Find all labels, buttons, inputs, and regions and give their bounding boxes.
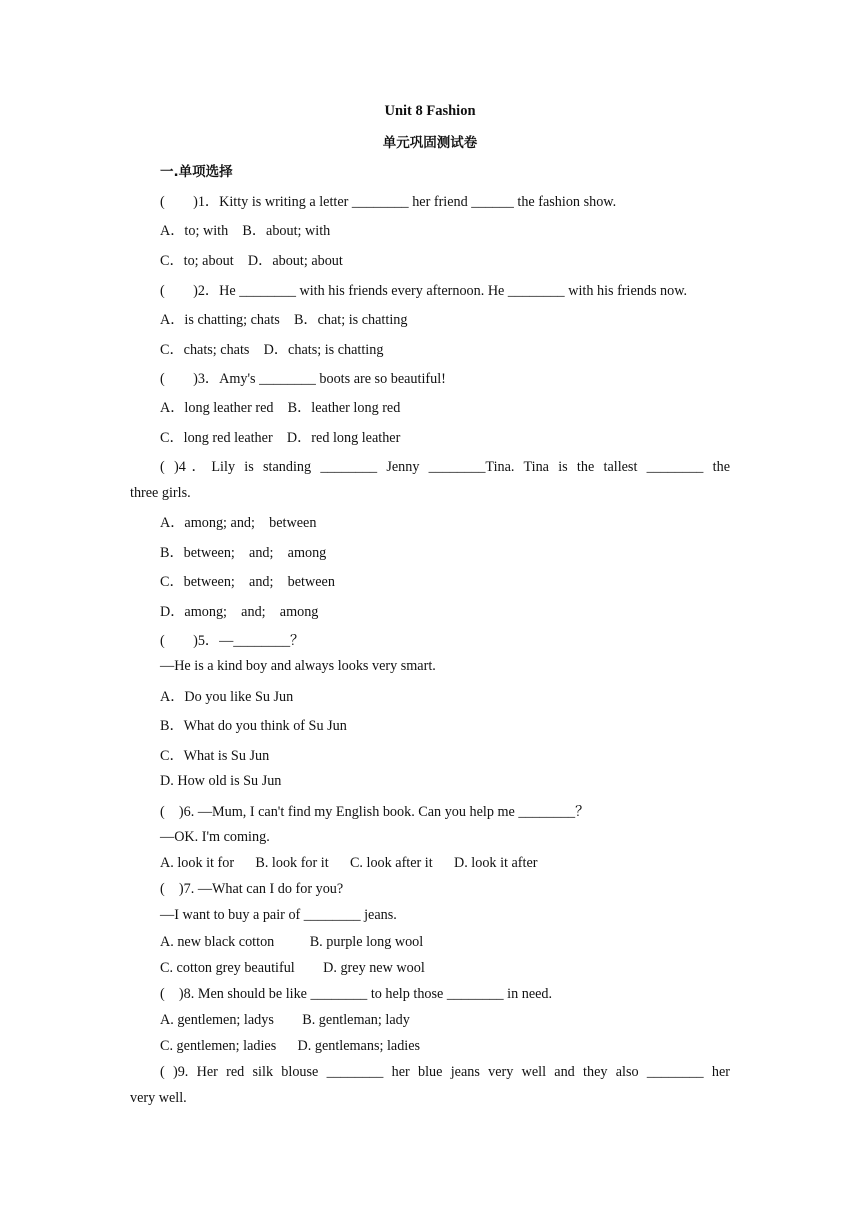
question-9-continuation: very well. (130, 1090, 187, 1106)
question-5-option-b: B．What do you think of Su Jun (160, 718, 347, 734)
question-3-options-cd: C．long red leather D．red long leather (160, 430, 401, 446)
question-5-response: —He is a kind boy and always looks very smart. (160, 658, 436, 674)
question-4: ( )4．Lily is standing ________ Jenny ________Tina. Tina is the tallest ________ the (160, 459, 730, 475)
question-4-option-b: B．between; and; among (160, 545, 327, 561)
question-8-options-cd: C. gentlemen; ladies D. gentlemans; ladies (160, 1038, 421, 1054)
doc-subtitle: 单元巩固测试卷 (382, 135, 478, 151)
question-7-options-cd: C. cotton grey beautiful D. grey new wool (160, 960, 425, 976)
question-4-option-d: D．among; and; among (160, 604, 319, 620)
question-2-options-ab: A．is chatting; chats B．chat; is chatting (160, 312, 408, 328)
question-1: ( )1．Kitty is writing a letter ________ her friend ______ the fashion show. (160, 194, 617, 210)
section-heading: 一.单项选择 (160, 164, 233, 180)
question-7-options-ab: A. new black cotton B. purple long wool (160, 934, 424, 950)
question-5-option-c: C．What is Su Jun (160, 748, 270, 764)
question-5: ( )5．—________？ (160, 633, 305, 649)
question-6: ( )6. —Mum, I can't find my English book. Can you help me ________？ (160, 804, 590, 820)
question-6-options: A. look it for B. look for it C. look after it D. look it after (160, 855, 538, 871)
question-1-options-cd: C．to; about D．about; about (160, 253, 343, 269)
question-4-continuation: three girls. (130, 485, 191, 501)
question-6-response: —OK. I'm coming. (160, 829, 270, 845)
question-5-option-a: A．Do you like Su Jun (160, 689, 294, 705)
question-1-options-ab: A．to; with B．about; with (160, 223, 331, 239)
question-4-option-c: C．between; and; between (160, 574, 335, 590)
question-8-options-ab: A. gentlemen; ladys B. gentleman; lady (160, 1012, 410, 1028)
question-3-options-ab: A．long leather red B．leather long red (160, 400, 401, 416)
question-5-option-d: D. How old is Su Jun (160, 773, 282, 789)
doc-title: Unit 8 Fashion (384, 103, 476, 119)
question-2-options-cd: C．chats; chats D．chats; is chatting (160, 342, 384, 358)
question-8: ( )8. Men should be like ________ to help those ________ in need. (160, 986, 553, 1002)
question-4-option-a: A．among; and; between (160, 515, 317, 531)
question-7-response: —I want to buy a pair of ________ jeans. (160, 907, 397, 923)
question-2: ( )2．He ________ with his friends every afternoon. He ________ with his friends now. (160, 283, 688, 299)
question-7: ( )7. —What can I do for you? (160, 881, 344, 897)
question-3: ( )3．Amy's ________ boots are so beautiful! (160, 371, 446, 387)
question-9: ( )9. Her red silk blouse ________ her blue jeans very well and they also ________ her (160, 1064, 730, 1080)
